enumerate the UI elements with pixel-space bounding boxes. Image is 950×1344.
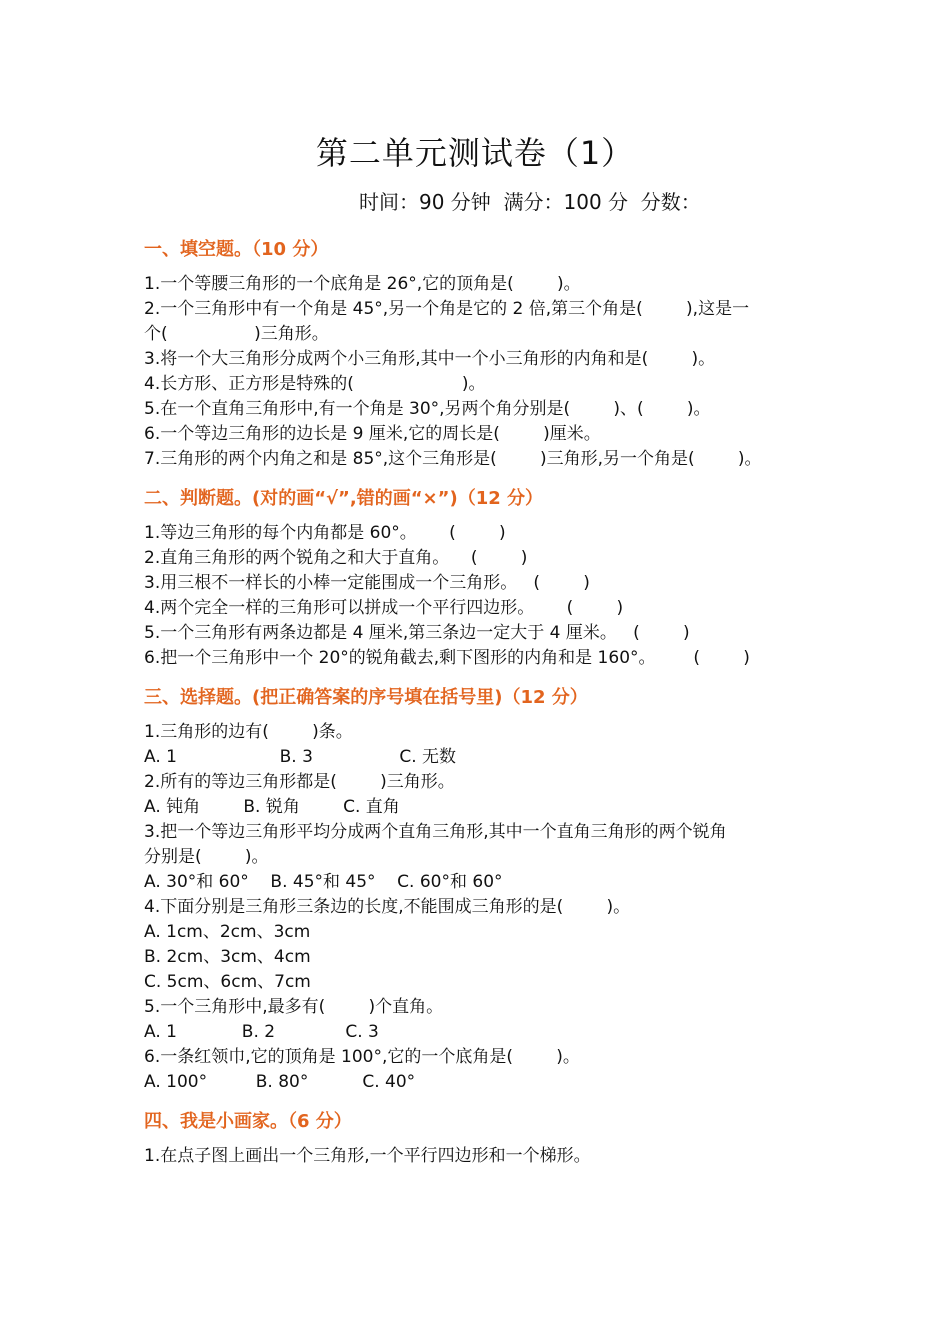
- section-heading: 三、选择题。(把正确答案的序号填在括号里)（12 分）: [144, 687, 588, 708]
- question-line: 6.把一个三角形中一个 20°的锐角截去,剩下图形的内角和是 160°。 ( ): [144, 648, 750, 668]
- choice-line: B. 2cm、3cm、4cm: [144, 947, 311, 967]
- question-line: 3.将一个大三角形分成两个小三角形,其中一个小三角形的内角和是( )。: [144, 349, 716, 369]
- question-line: 4.两个完全一样的三角形可以拼成一个平行四边形。 ( ): [144, 598, 624, 618]
- choice-line: A. 100° B. 80° C. 40°: [144, 1072, 416, 1092]
- question-line: 1.三角形的边有( )条。: [144, 722, 353, 742]
- question-line: 2.直角三角形的两个锐角之和大于直角。 ( ): [144, 548, 528, 568]
- question-line: 1.一个等腰三角形的一个底角是 26°,它的顶角是( )。: [144, 274, 581, 294]
- choice-line: A. 钝角 B. 锐角 C. 直角: [144, 797, 400, 817]
- section-heading: 四、我是小画家。（6 分）: [144, 1111, 352, 1132]
- question-line: 6.一个等边三角形的边长是 9 厘米,它的周长是( )厘米。: [144, 424, 601, 444]
- section-multiple-choice: [144, 684, 814, 1095]
- question-line: 2.所有的等边三角形都是( )三角形。: [144, 772, 455, 792]
- question-line: 1.等边三角形的每个内角都是 60°。 ( ): [144, 523, 506, 543]
- question-line: 分别是( )。: [144, 847, 269, 867]
- question-line: 2.一个三角形中有一个角是 45°,另一个角是它的 2 倍,第三个角是( ),这是一: [144, 299, 750, 319]
- section-fill-blank: [144, 236, 814, 472]
- question-line: 5.在一个直角三角形中,有一个角是 30°,另两个角分别是( )、( )。: [144, 399, 711, 419]
- question-line: 4.长方形、正方形是特殊的( )。: [144, 374, 486, 394]
- question-line: 4.下面分别是三角形三条边的长度,不能围成三角形的是( )。: [144, 897, 631, 917]
- question-line: 5.一个三角形中,最多有( )个直角。: [144, 997, 444, 1017]
- exam-info: 时间：90 分钟 满分：100 分 分数：: [359, 190, 701, 214]
- question-line: 6.一条红领巾,它的顶角是 100°,它的一个底角是( )。: [144, 1047, 580, 1067]
- choice-line: A. 30°和 60° B. 45°和 45° C. 60°和 60°: [144, 872, 503, 892]
- section-heading: 二、判断题。(对的画“√”,错的画“×”)（12 分）: [144, 488, 544, 509]
- question-line: 5.一个三角形有两条边都是 4 厘米,第三条边一定大于 4 厘米。 ( ): [144, 623, 690, 643]
- choice-line: A. 1 B. 3 C. 无数: [144, 747, 457, 767]
- question-line: 7.三角形的两个内角之和是 85°,这个三角形是( )三角形,另一个角是( )。: [144, 449, 762, 469]
- section-drawing: [144, 1108, 814, 1169]
- page-title: 第二单元测试卷（1）: [315, 134, 635, 172]
- choice-line: A. 1 B. 2 C. 3: [144, 1022, 379, 1042]
- question-line: 个( )三角形。: [144, 324, 329, 344]
- question-line: 3.用三根不一样长的小棒一定能围成一个三角形。 ( ): [144, 573, 590, 593]
- choice-line: C. 5cm、6cm、7cm: [144, 972, 311, 992]
- question-line: 3.把一个等边三角形平均分成两个直角三角形,其中一个直角三角形的两个锐角: [144, 822, 727, 842]
- choice-line: A. 1cm、2cm、3cm: [144, 922, 311, 942]
- section-heading: 一、填空题。（10 分）: [144, 239, 329, 260]
- question-line: 1.在点子图上画出一个三角形,一个平行四边形和一个梯形。: [144, 1146, 591, 1166]
- section-true-false: [144, 485, 814, 671]
